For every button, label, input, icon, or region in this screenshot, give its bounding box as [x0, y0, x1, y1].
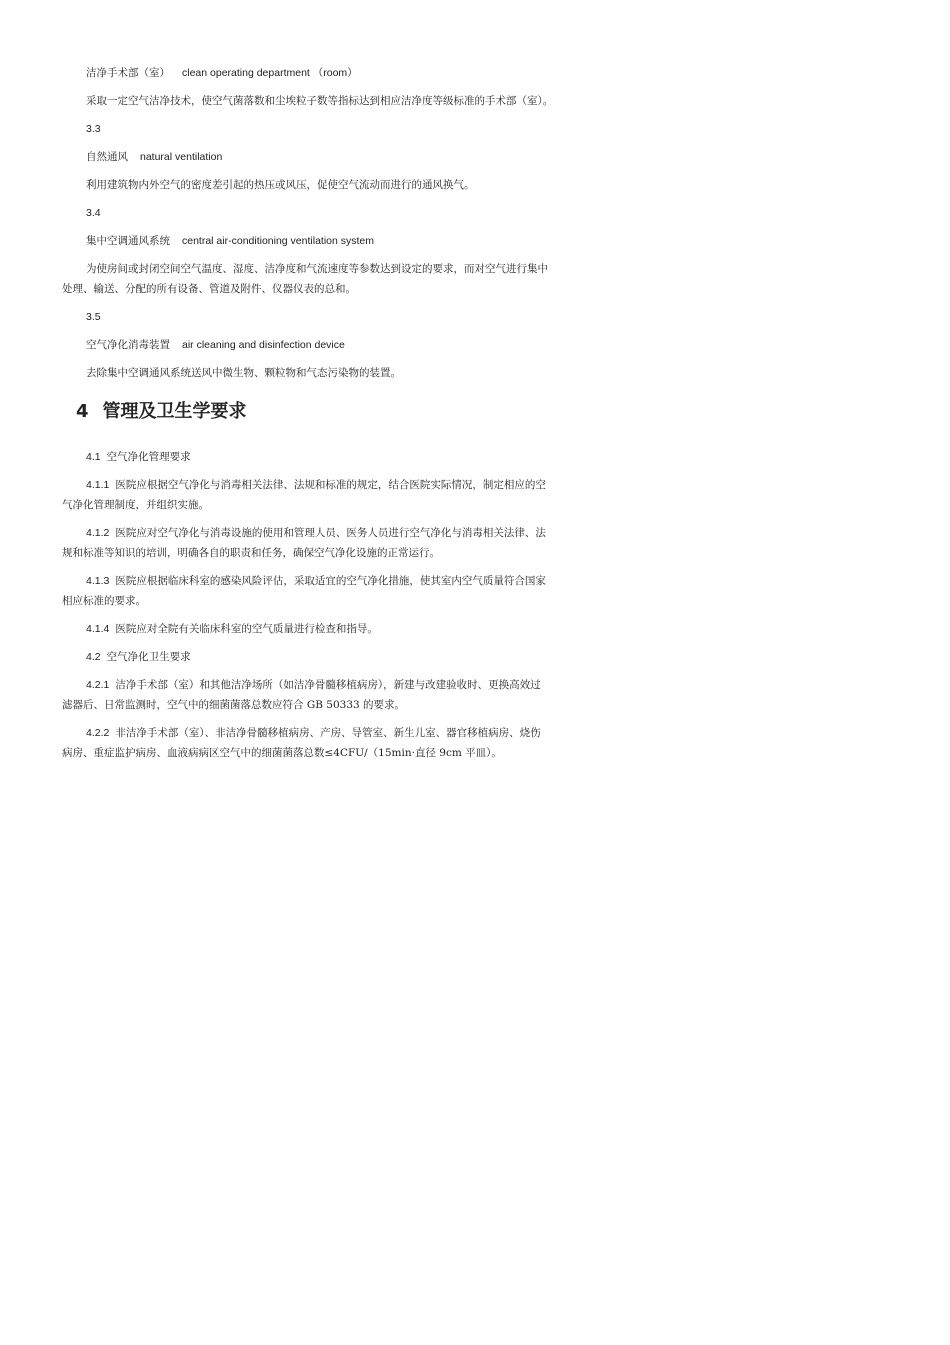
- clause-text: 洁净手术部（室）和其他洁净场所（如洁净骨髓移植病房），新建与改建验收时、更换高效过: [115, 679, 541, 691]
- section-title: 空气净化卫生要求: [106, 651, 191, 663]
- clause-continued: 滤器后、日常监测时，空气中的细菌菌落总数应符合 GB 50333 的要求。: [62, 699, 406, 711]
- term-definition: 为使房间或封闭空间空气温度、湿度、洁净度和气流速度等参数达到设定的要求，而对空气进行集中: [86, 263, 548, 275]
- clause-first-line: [86, 622, 378, 636]
- clause-text: 医院应根据空气净化与消毒相关法律、法规和标准的规定，结合医院实际情况，制定相应的空: [115, 479, 546, 491]
- term-number: 3.4: [86, 207, 101, 219]
- section-number: 4.1: [86, 451, 101, 463]
- clause-text: 医院应对空气净化与消毒设施的使用和管理人员、医务人员进行空气净化与消毒相关法律、法: [115, 527, 546, 539]
- term-heading: [86, 338, 345, 352]
- term-definition: 利用建筑物内外空气的密度差引起的热压或风压，促使空气流动而进行的通风换气。: [86, 179, 475, 191]
- term-zh: 洁净手术部（室）: [86, 67, 170, 79]
- chapter-title: 管理及卫生学要求: [102, 401, 247, 422]
- clause-text: 医院应根据临床科室的感染风险评估，采取适宜的空气净化措施，使其室内空气质量符合国家: [115, 575, 546, 587]
- clause-continued: 规和标准等知识的培训，明确各自的职责和任务，确保空气净化设施的正常运行。: [62, 547, 440, 559]
- section-heading: [86, 650, 191, 664]
- clause-first-line: [86, 726, 541, 740]
- clause-first-line: [86, 678, 541, 692]
- section-title: 空气净化管理要求: [106, 451, 191, 463]
- term-number: 3.5: [86, 311, 101, 323]
- term-definition-continued: 处理、输送、分配的所有设备、管道及附件、仪器仪表的总和。: [62, 283, 356, 295]
- term-en: clean operating department （room）: [182, 67, 358, 79]
- chapter-number: 4: [76, 401, 89, 422]
- term-en: natural ventilation: [140, 151, 223, 163]
- term-number: 3.3: [86, 123, 101, 135]
- clause-continued: 气净化管理制度，并组织实施。: [62, 499, 209, 511]
- term-zh: 自然通风: [86, 151, 128, 163]
- clause-continued: 病房、重症监护病房、血液病病区空气中的细菌菌落总数≤4CFU/（15min·直径 9cm 平皿）。: [62, 747, 502, 759]
- section-heading: [86, 450, 191, 464]
- clause-number: 4.1.1: [86, 479, 110, 491]
- term-heading: [86, 234, 374, 248]
- term-definition: 去除集中空调通风系统送风中微生物、颗粒物和气态污染物的装置。: [86, 367, 401, 379]
- clause-first-line: [86, 574, 546, 588]
- term-definition: 采取一定空气洁净技术，使空气菌落数和尘埃粒子数等指标达到相应洁净度等级标准的手术部（室）。: [86, 95, 554, 107]
- section-number: 4.2: [86, 651, 101, 663]
- clause-continued: 相应标准的要求。: [62, 595, 146, 607]
- term-zh: 空气净化消毒装置: [86, 339, 170, 351]
- chapter-heading: [76, 399, 247, 425]
- term-heading: [86, 66, 358, 80]
- term-en: air cleaning and disinfection device: [182, 339, 345, 351]
- clause-text: 非洁净手术部（室）、非洁净骨髓移植病房、产房、导管室、新生儿室、器官移植病房、烧伤: [115, 727, 541, 739]
- clause-number: 4.2.2: [86, 727, 110, 739]
- clause-number: 4.1.3: [86, 575, 110, 587]
- clause-first-line: [86, 526, 546, 540]
- term-zh: 集中空调通风系统: [86, 235, 170, 247]
- clause-number: 4.1.2: [86, 527, 110, 539]
- term-heading: [86, 150, 222, 164]
- term-en: central air-conditioning ventilation system: [182, 235, 375, 247]
- clause-number: 4.1.4: [86, 623, 110, 635]
- clause-number: 4.2.1: [86, 679, 110, 691]
- clause-text: 医院应对全院有关临床科室的空气质量进行检查和指导。: [115, 623, 378, 635]
- clause-first-line: [86, 478, 546, 492]
